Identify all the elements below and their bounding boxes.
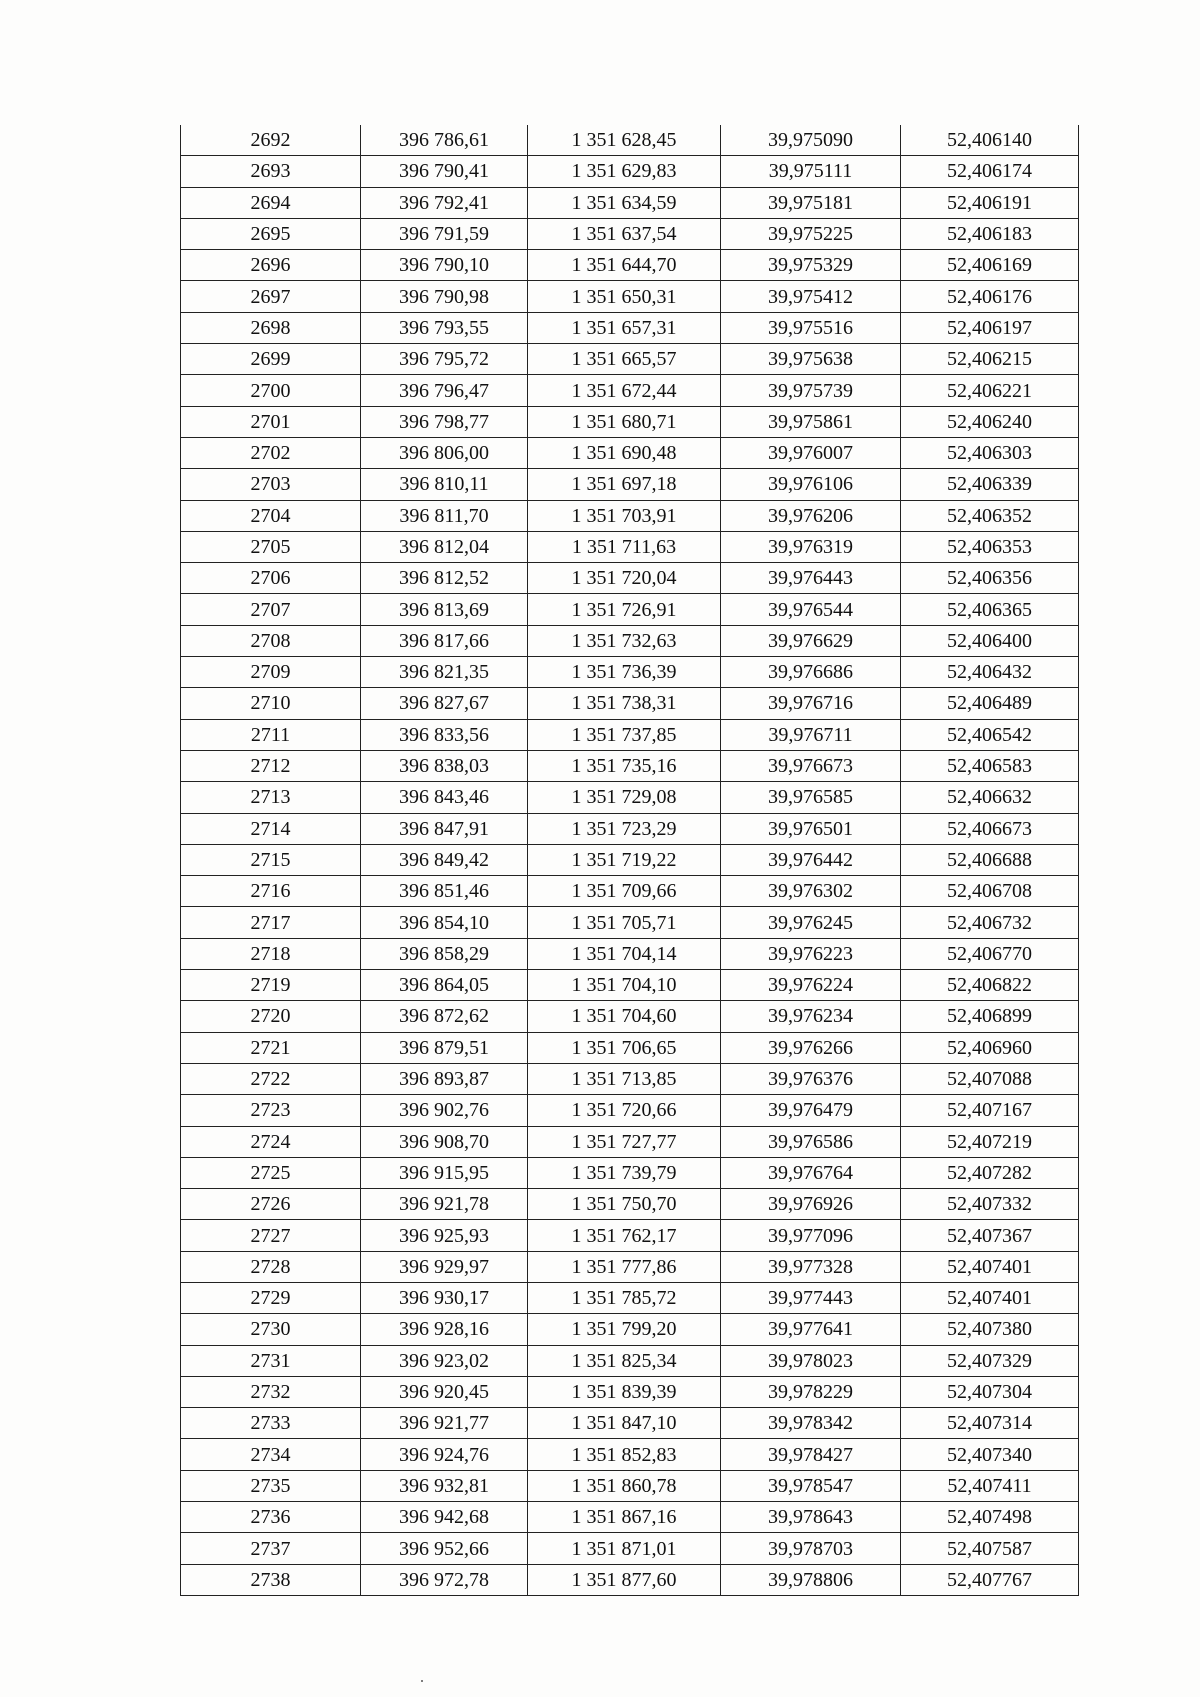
longitude-cell: 39,976926 (721, 1189, 901, 1220)
table-row (181, 437, 1079, 468)
latitude-cell: 52,407367 (901, 1220, 1079, 1251)
x-coordinate-cell: 396 902,76 (361, 1095, 528, 1126)
table-row (181, 125, 1079, 156)
x-coordinate-cell: 396 833,56 (361, 719, 528, 750)
latitude-cell: 52,407282 (901, 1157, 1079, 1188)
latitude-cell: 52,407498 (901, 1502, 1079, 1533)
longitude-cell: 39,975090 (721, 125, 901, 156)
longitude-cell: 39,975225 (721, 218, 901, 249)
y-coordinate-cell: 1 351 750,70 (528, 1189, 721, 1220)
x-coordinate-cell: 396 923,02 (361, 1345, 528, 1376)
latitude-cell: 52,407167 (901, 1095, 1079, 1126)
point-number-cell: 2738 (181, 1564, 361, 1595)
x-coordinate-cell: 396 930,17 (361, 1282, 528, 1313)
latitude-cell: 52,407219 (901, 1126, 1079, 1157)
table-row (181, 1220, 1079, 1251)
y-coordinate-cell: 1 351 736,39 (528, 657, 721, 688)
latitude-cell: 52,406191 (901, 187, 1079, 218)
latitude-cell: 52,407411 (901, 1470, 1079, 1501)
point-number-cell: 2725 (181, 1157, 361, 1188)
x-coordinate-cell: 396 872,62 (361, 1001, 528, 1032)
y-coordinate-cell: 1 351 723,29 (528, 813, 721, 844)
latitude-cell: 52,406339 (901, 469, 1079, 500)
latitude-cell: 52,407329 (901, 1345, 1079, 1376)
latitude-cell: 52,406489 (901, 688, 1079, 719)
y-coordinate-cell: 1 351 680,71 (528, 406, 721, 437)
x-coordinate-cell: 396 921,78 (361, 1189, 528, 1220)
longitude-cell: 39,976711 (721, 719, 901, 750)
table-row (181, 1126, 1079, 1157)
point-number-cell: 2724 (181, 1126, 361, 1157)
table-row (181, 1063, 1079, 1094)
point-number-cell: 2697 (181, 281, 361, 312)
table-row (181, 156, 1079, 187)
x-coordinate-cell: 396 838,03 (361, 750, 528, 781)
x-coordinate-cell: 396 790,10 (361, 250, 528, 281)
point-number-cell: 2726 (181, 1189, 361, 1220)
longitude-cell: 39,976224 (721, 970, 901, 1001)
latitude-cell: 52,406240 (901, 406, 1079, 437)
longitude-cell: 39,976629 (721, 625, 901, 656)
table-row (181, 1251, 1079, 1282)
latitude-cell: 52,406169 (901, 250, 1079, 281)
longitude-cell: 39,976764 (721, 1157, 901, 1188)
table-row (181, 500, 1079, 531)
latitude-cell: 52,406365 (901, 594, 1079, 625)
y-coordinate-cell: 1 351 711,63 (528, 531, 721, 562)
y-coordinate-cell: 1 351 860,78 (528, 1470, 721, 1501)
x-coordinate-cell: 396 811,70 (361, 500, 528, 531)
table-row (181, 1345, 1079, 1376)
point-number-cell: 2736 (181, 1502, 361, 1533)
longitude-cell: 39,976206 (721, 500, 901, 531)
y-coordinate-cell: 1 351 629,83 (528, 156, 721, 187)
point-number-cell: 2698 (181, 312, 361, 343)
table-row (181, 469, 1079, 500)
table-row (181, 1001, 1079, 1032)
table-row (181, 657, 1079, 688)
point-number-cell: 2692 (181, 125, 361, 156)
x-coordinate-cell: 396 813,69 (361, 594, 528, 625)
y-coordinate-cell: 1 351 825,34 (528, 1345, 721, 1376)
scan-speck (421, 1680, 423, 1682)
x-coordinate-cell: 396 817,66 (361, 625, 528, 656)
y-coordinate-cell: 1 351 871,01 (528, 1533, 721, 1564)
point-number-cell: 2709 (181, 657, 361, 688)
point-number-cell: 2729 (181, 1282, 361, 1313)
point-number-cell: 2728 (181, 1251, 361, 1282)
table-row (181, 406, 1079, 437)
table-row (181, 531, 1079, 562)
coordinates-table-body (181, 125, 1079, 1595)
x-coordinate-cell: 396 796,47 (361, 375, 528, 406)
y-coordinate-cell: 1 351 847,10 (528, 1408, 721, 1439)
longitude-cell: 39,976673 (721, 750, 901, 781)
longitude-cell: 39,977328 (721, 1251, 901, 1282)
longitude-cell: 39,976007 (721, 437, 901, 468)
latitude-cell: 52,406432 (901, 657, 1079, 688)
y-coordinate-cell: 1 351 839,39 (528, 1376, 721, 1407)
x-coordinate-cell: 396 849,42 (361, 844, 528, 875)
table-row (181, 1533, 1079, 1564)
longitude-cell: 39,975412 (721, 281, 901, 312)
point-number-cell: 2730 (181, 1314, 361, 1345)
point-number-cell: 2713 (181, 782, 361, 813)
y-coordinate-cell: 1 351 738,31 (528, 688, 721, 719)
longitude-cell: 39,978229 (721, 1376, 901, 1407)
y-coordinate-cell: 1 351 720,66 (528, 1095, 721, 1126)
longitude-cell: 39,976443 (721, 563, 901, 594)
table-row (181, 1439, 1079, 1470)
y-coordinate-cell: 1 351 644,70 (528, 250, 721, 281)
table-row (181, 312, 1079, 343)
longitude-cell: 39,975861 (721, 406, 901, 437)
x-coordinate-cell: 396 812,52 (361, 563, 528, 594)
x-coordinate-cell: 396 827,67 (361, 688, 528, 719)
longitude-cell: 39,976716 (721, 688, 901, 719)
y-coordinate-cell: 1 351 739,79 (528, 1157, 721, 1188)
latitude-cell: 52,406822 (901, 970, 1079, 1001)
latitude-cell: 52,406960 (901, 1032, 1079, 1063)
x-coordinate-cell: 396 795,72 (361, 344, 528, 375)
table-row (181, 1502, 1079, 1533)
x-coordinate-cell: 396 893,87 (361, 1063, 528, 1094)
table-row (181, 813, 1079, 844)
longitude-cell: 39,977443 (721, 1282, 901, 1313)
longitude-cell: 39,975181 (721, 187, 901, 218)
point-number-cell: 2721 (181, 1032, 361, 1063)
latitude-cell: 52,406400 (901, 625, 1079, 656)
latitude-cell: 52,407587 (901, 1533, 1079, 1564)
longitude-cell: 39,978547 (721, 1470, 901, 1501)
point-number-cell: 2696 (181, 250, 361, 281)
x-coordinate-cell: 396 847,91 (361, 813, 528, 844)
x-coordinate-cell: 396 908,70 (361, 1126, 528, 1157)
point-number-cell: 2734 (181, 1439, 361, 1470)
longitude-cell: 39,976479 (721, 1095, 901, 1126)
x-coordinate-cell: 396 786,61 (361, 125, 528, 156)
table-row (181, 375, 1079, 406)
y-coordinate-cell: 1 351 719,22 (528, 844, 721, 875)
x-coordinate-cell: 396 810,11 (361, 469, 528, 500)
point-number-cell: 2715 (181, 844, 361, 875)
point-number-cell: 2737 (181, 1533, 361, 1564)
y-coordinate-cell: 1 351 713,85 (528, 1063, 721, 1094)
table-row (181, 938, 1079, 969)
latitude-cell: 52,406732 (901, 907, 1079, 938)
x-coordinate-cell: 396 879,51 (361, 1032, 528, 1063)
x-coordinate-cell: 396 851,46 (361, 876, 528, 907)
y-coordinate-cell: 1 351 665,57 (528, 344, 721, 375)
longitude-cell: 39,976586 (721, 1126, 901, 1157)
point-number-cell: 2733 (181, 1408, 361, 1439)
longitude-cell: 39,975739 (721, 375, 901, 406)
latitude-cell: 52,406221 (901, 375, 1079, 406)
y-coordinate-cell: 1 351 726,91 (528, 594, 721, 625)
y-coordinate-cell: 1 351 704,10 (528, 970, 721, 1001)
longitude-cell: 39,975111 (721, 156, 901, 187)
y-coordinate-cell: 1 351 703,91 (528, 500, 721, 531)
latitude-cell: 52,406140 (901, 125, 1079, 156)
latitude-cell: 52,406899 (901, 1001, 1079, 1032)
table-row (181, 250, 1079, 281)
point-number-cell: 2708 (181, 625, 361, 656)
point-number-cell: 2706 (181, 563, 361, 594)
x-coordinate-cell: 396 858,29 (361, 938, 528, 969)
x-coordinate-cell: 396 806,00 (361, 437, 528, 468)
x-coordinate-cell: 396 952,66 (361, 1533, 528, 1564)
y-coordinate-cell: 1 351 877,60 (528, 1564, 721, 1595)
longitude-cell: 39,977096 (721, 1220, 901, 1251)
latitude-cell: 52,406632 (901, 782, 1079, 813)
point-number-cell: 2723 (181, 1095, 361, 1126)
table-row (181, 344, 1079, 375)
x-coordinate-cell: 396 924,76 (361, 1439, 528, 1470)
point-number-cell: 2704 (181, 500, 361, 531)
table-row (181, 218, 1079, 249)
table-row (181, 1032, 1079, 1063)
y-coordinate-cell: 1 351 732,63 (528, 625, 721, 656)
latitude-cell: 52,407304 (901, 1376, 1079, 1407)
table-row (181, 1564, 1079, 1595)
coordinates-table (180, 125, 1079, 1596)
x-coordinate-cell: 396 928,16 (361, 1314, 528, 1345)
longitude-cell: 39,976376 (721, 1063, 901, 1094)
y-coordinate-cell: 1 351 737,85 (528, 719, 721, 750)
y-coordinate-cell: 1 351 705,71 (528, 907, 721, 938)
x-coordinate-cell: 396 792,41 (361, 187, 528, 218)
point-number-cell: 2700 (181, 375, 361, 406)
latitude-cell: 52,406688 (901, 844, 1079, 875)
table-row (181, 1470, 1079, 1501)
latitude-cell: 52,406770 (901, 938, 1079, 969)
latitude-cell: 52,407314 (901, 1408, 1079, 1439)
y-coordinate-cell: 1 351 650,31 (528, 281, 721, 312)
x-coordinate-cell: 396 920,45 (361, 1376, 528, 1407)
x-coordinate-cell: 396 791,59 (361, 218, 528, 249)
point-number-cell: 2707 (181, 594, 361, 625)
table-row (181, 281, 1079, 312)
x-coordinate-cell: 396 793,55 (361, 312, 528, 343)
table-row (181, 563, 1079, 594)
latitude-cell: 52,407332 (901, 1189, 1079, 1220)
y-coordinate-cell: 1 351 628,45 (528, 125, 721, 156)
point-number-cell: 2711 (181, 719, 361, 750)
longitude-cell: 39,975329 (721, 250, 901, 281)
y-coordinate-cell: 1 351 799,20 (528, 1314, 721, 1345)
table-row (181, 750, 1079, 781)
y-coordinate-cell: 1 351 785,72 (528, 1282, 721, 1313)
x-coordinate-cell: 396 790,98 (361, 281, 528, 312)
point-number-cell: 2705 (181, 531, 361, 562)
table-row (181, 594, 1079, 625)
table-row (181, 625, 1079, 656)
latitude-cell: 52,406174 (901, 156, 1079, 187)
longitude-cell: 39,977641 (721, 1314, 901, 1345)
x-coordinate-cell: 396 932,81 (361, 1470, 528, 1501)
y-coordinate-cell: 1 351 657,31 (528, 312, 721, 343)
table-row (181, 1376, 1079, 1407)
x-coordinate-cell: 396 929,97 (361, 1251, 528, 1282)
y-coordinate-cell: 1 351 672,44 (528, 375, 721, 406)
table-row (181, 1282, 1079, 1313)
point-number-cell: 2714 (181, 813, 361, 844)
x-coordinate-cell: 396 812,04 (361, 531, 528, 562)
table-row (181, 1314, 1079, 1345)
y-coordinate-cell: 1 351 706,65 (528, 1032, 721, 1063)
table-row (181, 782, 1079, 813)
latitude-cell: 52,406673 (901, 813, 1079, 844)
longitude-cell: 39,978643 (721, 1502, 901, 1533)
latitude-cell: 52,406583 (901, 750, 1079, 781)
point-number-cell: 2712 (181, 750, 361, 781)
latitude-cell: 52,406215 (901, 344, 1079, 375)
x-coordinate-cell: 396 821,35 (361, 657, 528, 688)
table-row (181, 1095, 1079, 1126)
table-row (181, 876, 1079, 907)
y-coordinate-cell: 1 351 735,16 (528, 750, 721, 781)
table-row (181, 907, 1079, 938)
x-coordinate-cell: 396 864,05 (361, 970, 528, 1001)
x-coordinate-cell: 396 925,93 (361, 1220, 528, 1251)
table-row (181, 1408, 1079, 1439)
x-coordinate-cell: 396 915,95 (361, 1157, 528, 1188)
y-coordinate-cell: 1 351 704,60 (528, 1001, 721, 1032)
y-coordinate-cell: 1 351 690,48 (528, 437, 721, 468)
y-coordinate-cell: 1 351 762,17 (528, 1220, 721, 1251)
point-number-cell: 2717 (181, 907, 361, 938)
y-coordinate-cell: 1 351 634,59 (528, 187, 721, 218)
point-number-cell: 2699 (181, 344, 361, 375)
latitude-cell: 52,406183 (901, 218, 1079, 249)
point-number-cell: 2716 (181, 876, 361, 907)
y-coordinate-cell: 1 351 704,14 (528, 938, 721, 969)
longitude-cell: 39,976266 (721, 1032, 901, 1063)
longitude-cell: 39,978023 (721, 1345, 901, 1376)
longitude-cell: 39,976302 (721, 876, 901, 907)
latitude-cell: 52,406542 (901, 719, 1079, 750)
point-number-cell: 2701 (181, 406, 361, 437)
latitude-cell: 52,407380 (901, 1314, 1079, 1345)
point-number-cell: 2693 (181, 156, 361, 187)
point-number-cell: 2722 (181, 1063, 361, 1094)
longitude-cell: 39,976686 (721, 657, 901, 688)
point-number-cell: 2731 (181, 1345, 361, 1376)
y-coordinate-cell: 1 351 852,83 (528, 1439, 721, 1470)
point-number-cell: 2703 (181, 469, 361, 500)
point-number-cell: 2720 (181, 1001, 361, 1032)
point-number-cell: 2695 (181, 218, 361, 249)
point-number-cell: 2735 (181, 1470, 361, 1501)
point-number-cell: 2727 (181, 1220, 361, 1251)
latitude-cell: 52,406303 (901, 437, 1079, 468)
point-number-cell: 2718 (181, 938, 361, 969)
latitude-cell: 52,406356 (901, 563, 1079, 594)
latitude-cell: 52,406708 (901, 876, 1079, 907)
longitude-cell: 39,975516 (721, 312, 901, 343)
table-row (181, 688, 1079, 719)
latitude-cell: 52,407401 (901, 1282, 1079, 1313)
x-coordinate-cell: 396 843,46 (361, 782, 528, 813)
latitude-cell: 52,407401 (901, 1251, 1079, 1282)
longitude-cell: 39,976319 (721, 531, 901, 562)
x-coordinate-cell: 396 798,77 (361, 406, 528, 437)
y-coordinate-cell: 1 351 720,04 (528, 563, 721, 594)
latitude-cell: 52,407088 (901, 1063, 1079, 1094)
longitude-cell: 39,978703 (721, 1533, 901, 1564)
y-coordinate-cell: 1 351 637,54 (528, 218, 721, 249)
point-number-cell: 2710 (181, 688, 361, 719)
latitude-cell: 52,406353 (901, 531, 1079, 562)
x-coordinate-cell: 396 972,78 (361, 1564, 528, 1595)
point-number-cell: 2732 (181, 1376, 361, 1407)
y-coordinate-cell: 1 351 777,86 (528, 1251, 721, 1282)
longitude-cell: 39,976585 (721, 782, 901, 813)
latitude-cell: 52,406352 (901, 500, 1079, 531)
longitude-cell: 39,976234 (721, 1001, 901, 1032)
y-coordinate-cell: 1 351 727,77 (528, 1126, 721, 1157)
table-row (181, 970, 1079, 1001)
table-row (181, 1189, 1079, 1220)
longitude-cell: 39,976223 (721, 938, 901, 969)
longitude-cell: 39,976245 (721, 907, 901, 938)
y-coordinate-cell: 1 351 709,66 (528, 876, 721, 907)
latitude-cell: 52,406197 (901, 312, 1079, 343)
longitude-cell: 39,976442 (721, 844, 901, 875)
latitude-cell: 52,406176 (901, 281, 1079, 312)
latitude-cell: 52,407340 (901, 1439, 1079, 1470)
y-coordinate-cell: 1 351 729,08 (528, 782, 721, 813)
longitude-cell: 39,976106 (721, 469, 901, 500)
table-row (181, 719, 1079, 750)
point-number-cell: 2694 (181, 187, 361, 218)
longitude-cell: 39,975638 (721, 344, 901, 375)
x-coordinate-cell: 396 921,77 (361, 1408, 528, 1439)
y-coordinate-cell: 1 351 697,18 (528, 469, 721, 500)
latitude-cell: 52,407767 (901, 1564, 1079, 1595)
longitude-cell: 39,976501 (721, 813, 901, 844)
point-number-cell: 2719 (181, 970, 361, 1001)
longitude-cell: 39,978342 (721, 1408, 901, 1439)
table-row (181, 844, 1079, 875)
longitude-cell: 39,978806 (721, 1564, 901, 1595)
x-coordinate-cell: 396 942,68 (361, 1502, 528, 1533)
x-coordinate-cell: 396 854,10 (361, 907, 528, 938)
x-coordinate-cell: 396 790,41 (361, 156, 528, 187)
table-row (181, 187, 1079, 218)
point-number-cell: 2702 (181, 437, 361, 468)
longitude-cell: 39,976544 (721, 594, 901, 625)
y-coordinate-cell: 1 351 867,16 (528, 1502, 721, 1533)
table-row (181, 1157, 1079, 1188)
longitude-cell: 39,978427 (721, 1439, 901, 1470)
